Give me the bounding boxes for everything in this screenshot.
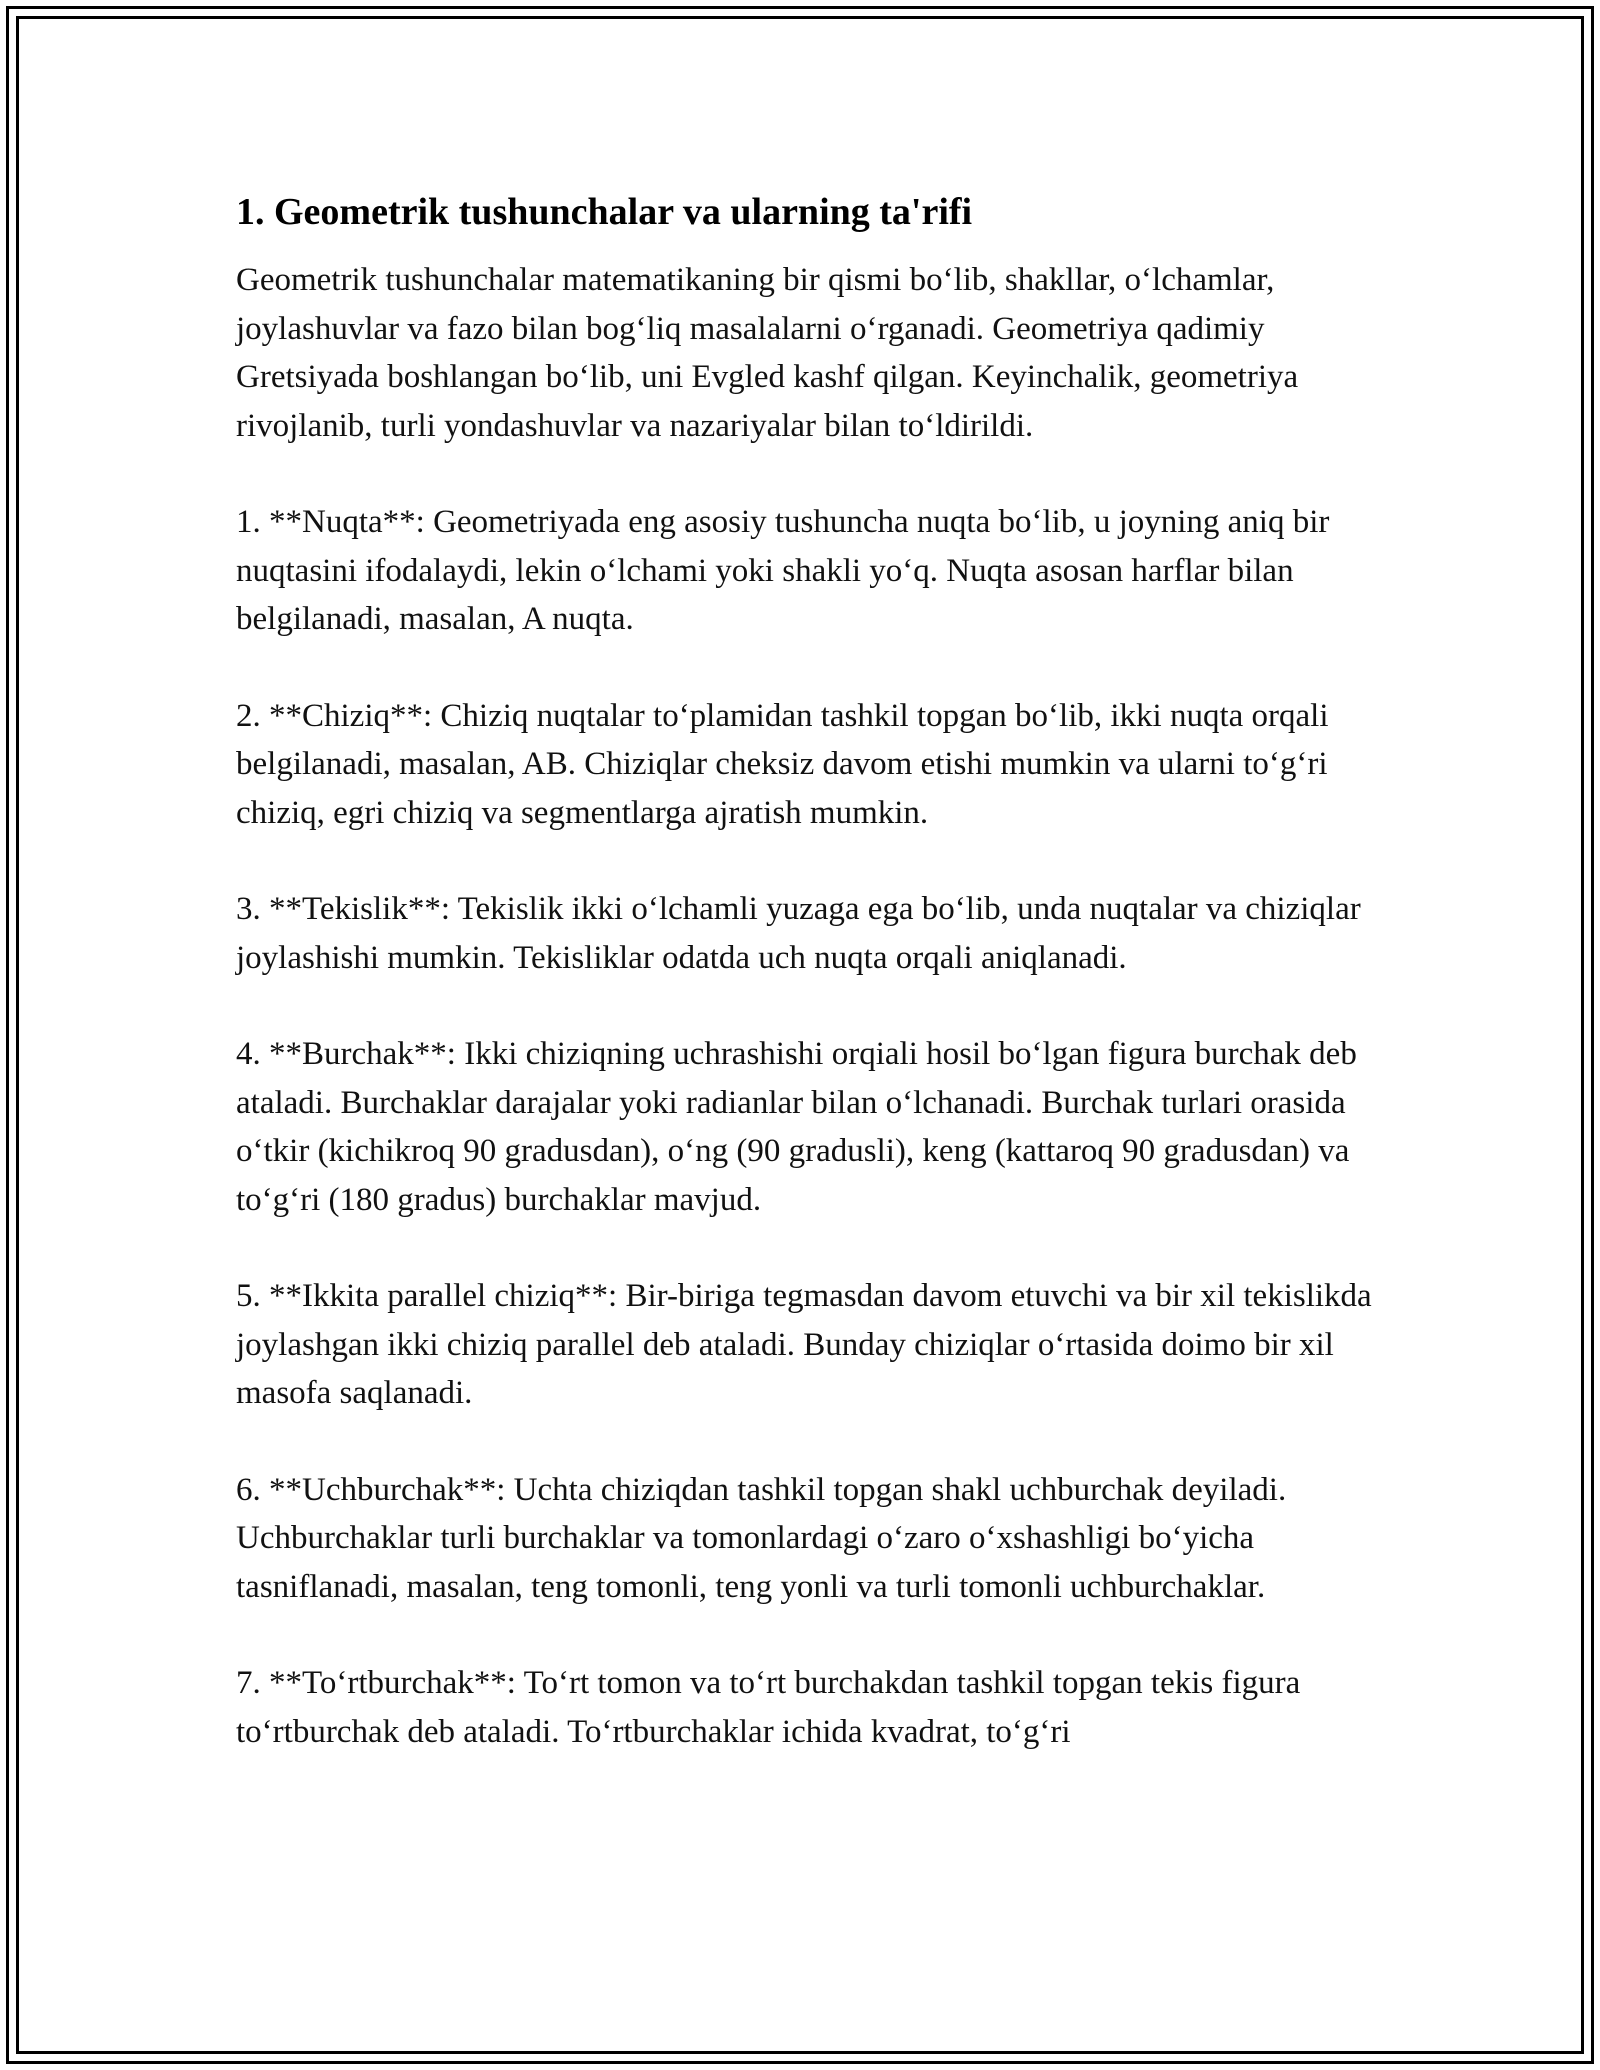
list-item-uchburchak: 6. **Uchburchak**: Uchta chiziqdan tashkil topgan shakl uchburchak deyiladi. Uchburchaklar turli burchaklar va tomonlardagi oʻzaro oʻxshashligi boʻyicha tasniflanadi, masalan, teng tomonli, teng yonli va turli tomonli uchburchaklar. [236, 1471, 1287, 1605]
list-item-tortburchak: 7. **Toʻrtburchak**: Toʻrt tomon va toʻrt burchakdan tashkil topgan tekis figura toʻrtburchak deb ataladi. Toʻrtburchaklar ichida kvadrat, toʻgʻri [236, 1665, 1301, 1750]
intro-paragraph: Geometrik tushunchalar matematikaning bir qismi boʻlib, shakllar, oʻlchamlar, joylashuvlar va fazo bilan bogʻliq masalalarni oʻrganadi. Geometriya qadimiy Gretsiyada boshlangan boʻlib, uni Evgled kashf qilgan. Keyinchalik, geometriya rivojlanib, turli yondashuvlar va nazariyalar bilan toʻldirildi. [236, 262, 1299, 444]
list-item-parallel-chiziq: 5. **Ikkita parallel chiziq**: Bir-biriga tegmasdan davom etuvchi va bir xil tekislikda joylashgan ikki chiziq parallel deb ataladi. Bunday chiziqlar oʻrtasida doimo bir xil masofa saqlanadi. [236, 1278, 1372, 1411]
list-item-nuqta: 1. **Nuqta**: Geometriyada eng asosiy tushuncha nuqta boʻlib, u joyning aniq bir nuqtasini ifodalaydi, lekin oʻlchami yoki shakli yoʻq. Nuqta asosan harflar bilan belgilanadi, masalan, A nuqta. [236, 504, 1330, 637]
list-item-chiziq: 2. **Chiziq**: Chiziq nuqtalar toʻplamidan tashkil topgan boʻlib, ikki nuqta orqali belgilanadi, masalan, AB. Chiziqlar cheksiz davom etishi mumkin va ularni toʻgʻri chiziq, egri chiziq va segmentlarga ajratish mumkin. [236, 697, 1329, 831]
list-item-tekislik: 3. **Tekislik**: Tekislik ikki oʻlchamli yuzaga ega boʻlib, unda nuqtalar va chiziqlar joylashishi mumkin. Tekisliklar odatda uch nuqta orqali aniqlanadi. [236, 891, 1361, 976]
section-heading: 1. Geometrik tushunchalar va ularning ta'rifi [236, 191, 973, 233]
document-body [236, 186, 1376, 1804]
list-item-burchak: 4. **Burchak**: Ikki chiziqning uchrashishi orqiali hosil boʻlgan figura burchak deb ataladi. Burchaklar darajalar yoki radianlar bilan oʻlchanadi. Burchak turlari orasida oʻtkir (kichikroq 90 gradusdan), oʻng (90 gradusli), keng (kattaroq 90 gradusdan) va toʻgʻri (180 gradus) burchaklar mavjud. [236, 1036, 1357, 1218]
